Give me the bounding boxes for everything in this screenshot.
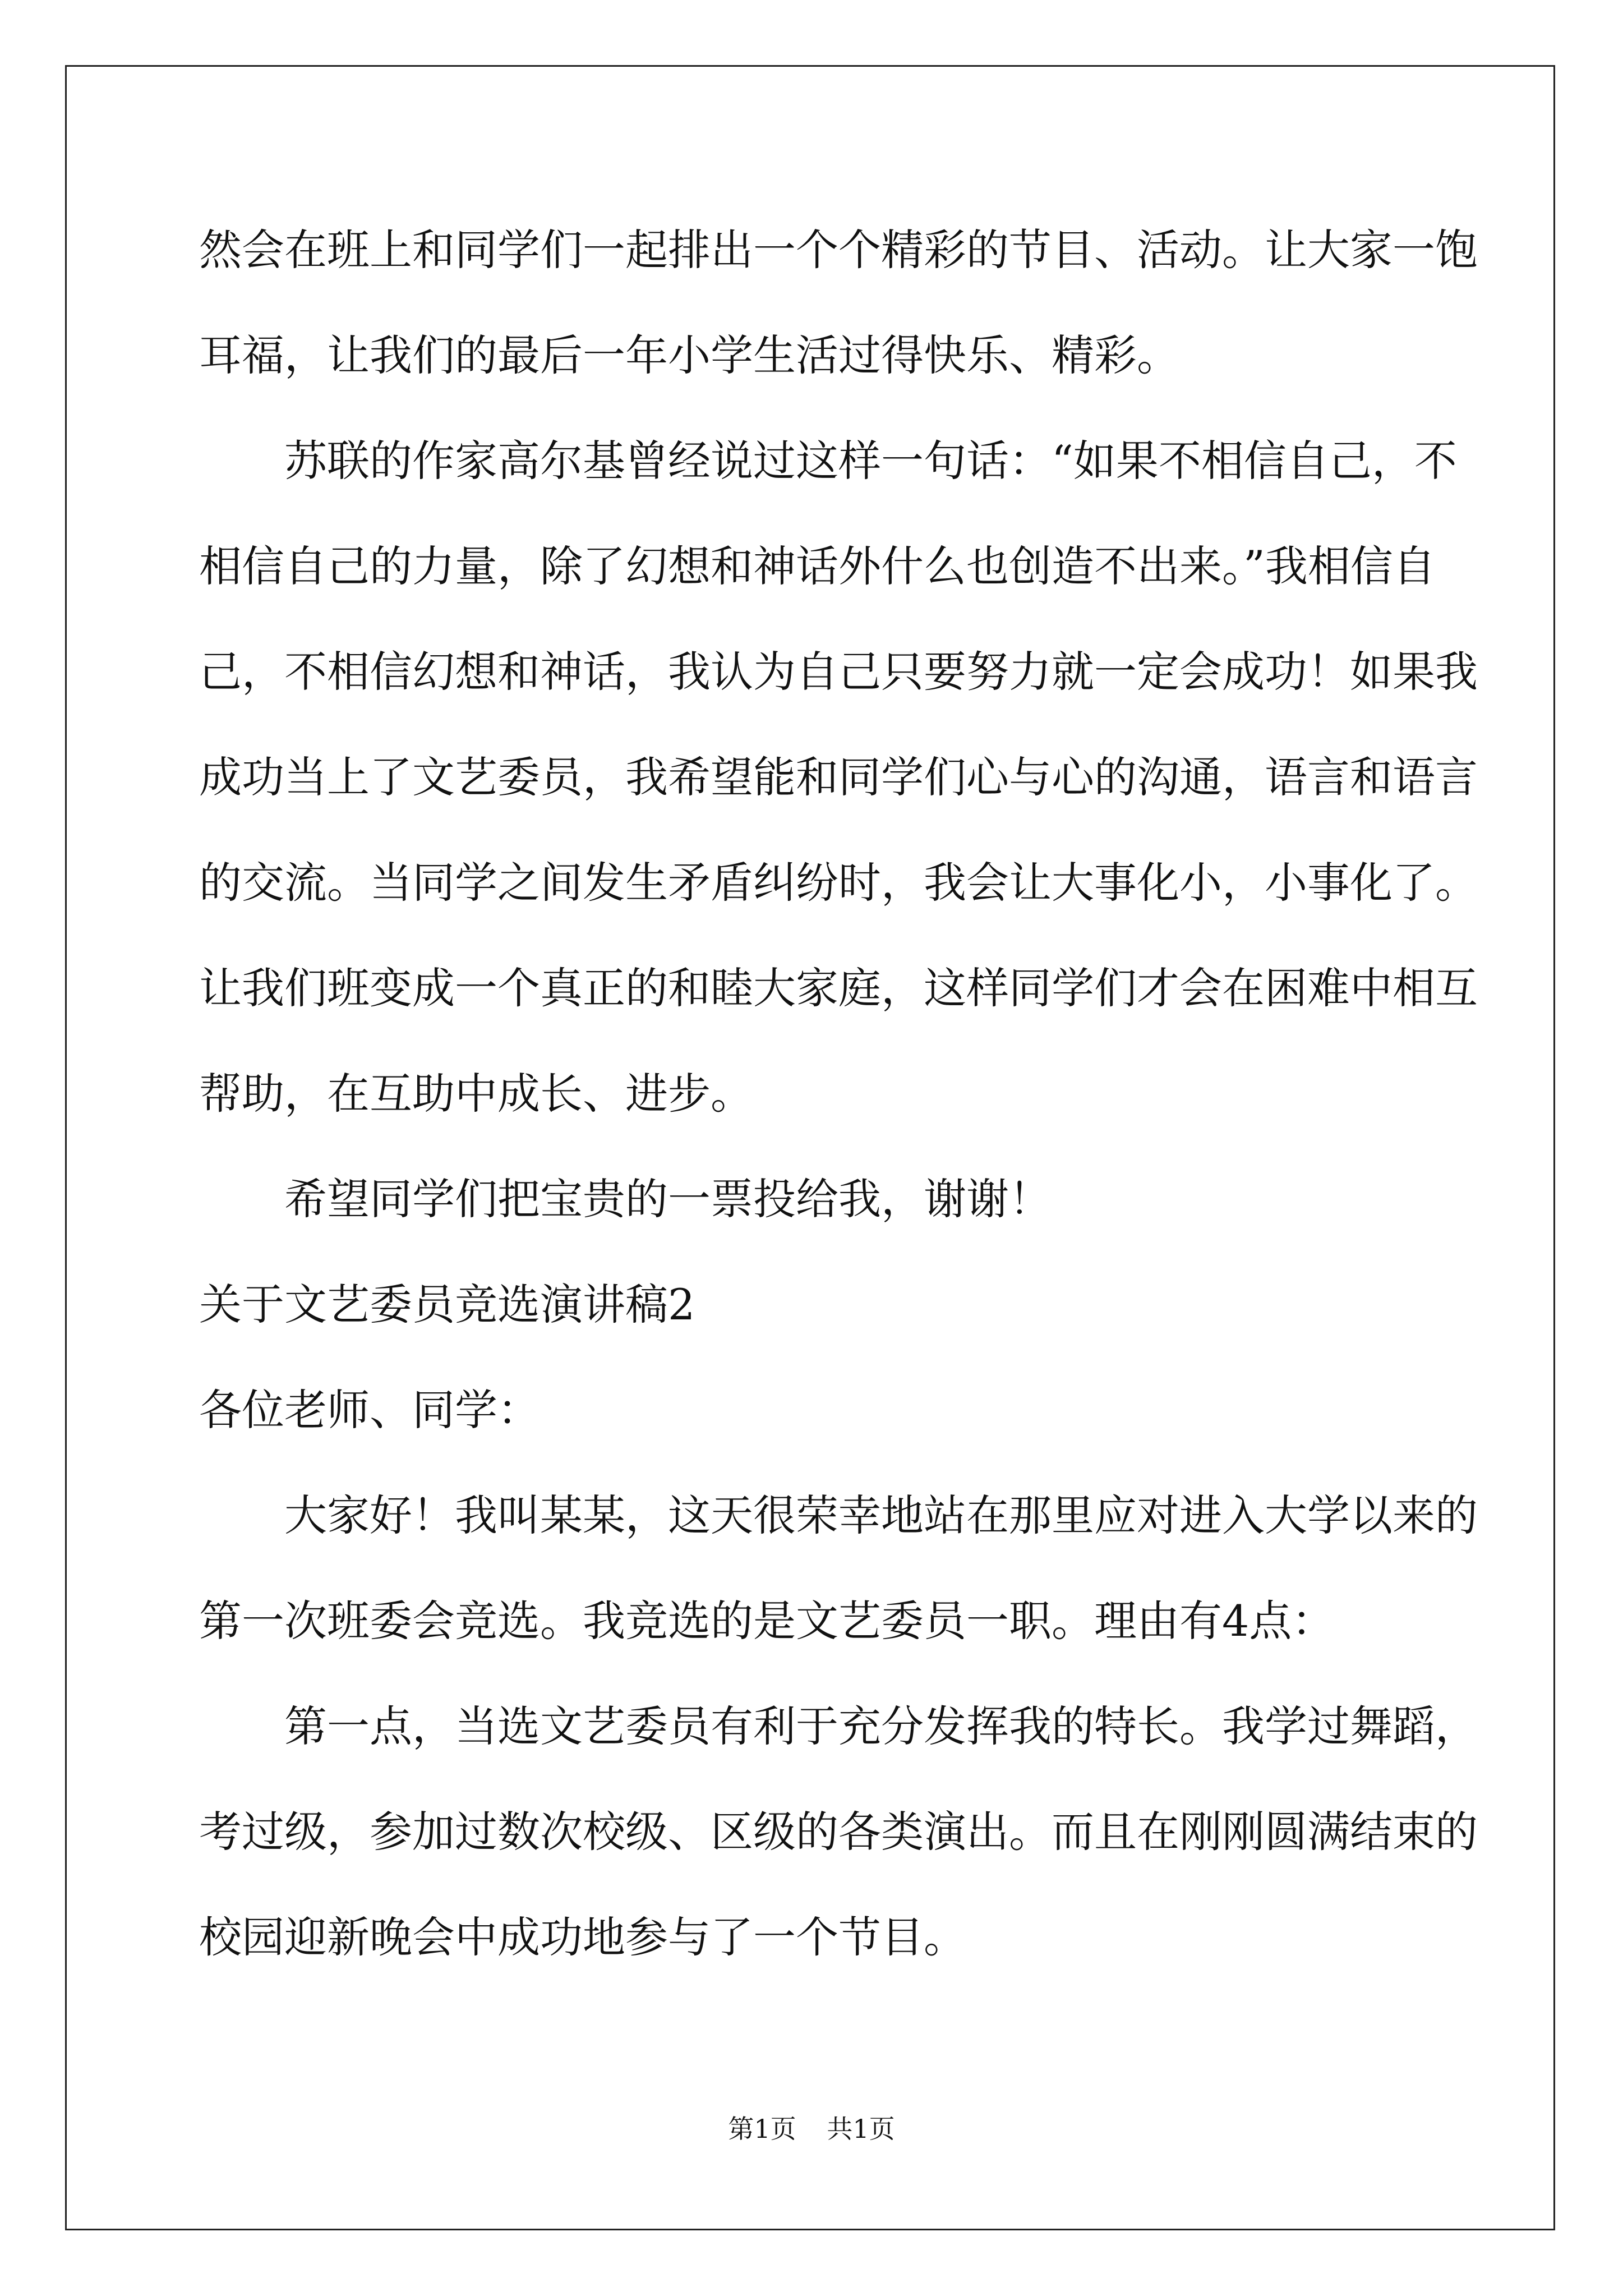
page-number: 第1页: [728, 2114, 796, 2144]
text-line: 苏联的作家高尔基曾经说过这样一句话：“如果不相信自己，不: [284, 436, 1457, 486]
text-line: 考过级，参加过数次校级、区级的各类演出。而且在刚刚圆满结束的: [199, 1807, 1478, 1857]
text-line: 耳福，让我们的最后一年小学生活过得快乐、精彩。: [199, 330, 1179, 380]
text-span: 然会在班上和同学们一起排出一个个精彩的节目、活动。让大家一饱: [199, 225, 1478, 275]
text-line: 希望同学们把宝贵的一票投给我，谢谢！: [284, 1174, 1052, 1224]
text-line: 相信自己的力量，除了幻想和神话外什么也创造不出来。”我相信自: [199, 541, 1436, 591]
page-footer: [0, 2112, 1623, 2146]
document-body: [199, 197, 1478, 1990]
text-line: 的交流。当同学之间发生矛盾纠纷时，我会让大事化小，小事化了。: [199, 858, 1478, 908]
text-line: 第一次班委会竞选。我竞选的是文艺委员一职。理由有4点：: [199, 1596, 1335, 1646]
text-line: 让我们班变成一个真正的和睦大家庭，这样同学们才会在困难中相互: [199, 963, 1478, 1013]
salutation: 各位老师、同学：: [199, 1385, 540, 1435]
text-line: 成功当上了文艺委员，我希望能和同学们心与心的沟通，语言和语言: [199, 752, 1478, 802]
text-line: 第一点，当选文艺委员有利于充分发挥我的特长。我学过舞蹈，: [284, 1701, 1478, 1751]
text-line: 帮助，在互助中成长、进步。: [199, 1069, 753, 1119]
text-line: 己，不相信幻想和神话，我认为自己只要努力就一定会成功！如果我: [199, 647, 1478, 697]
page-total: 共1页: [827, 2114, 895, 2144]
section-title: 关于文艺委员竞选演讲稿2: [199, 1280, 695, 1329]
text-line: [199, 197, 1478, 303]
text-line: 校园迎新晚会中成功地参与了一个节目。: [199, 1912, 966, 1962]
text-line: 大家好！我叫某某，这天很荣幸地站在那里应对进入大学以来的: [284, 1490, 1478, 1540]
